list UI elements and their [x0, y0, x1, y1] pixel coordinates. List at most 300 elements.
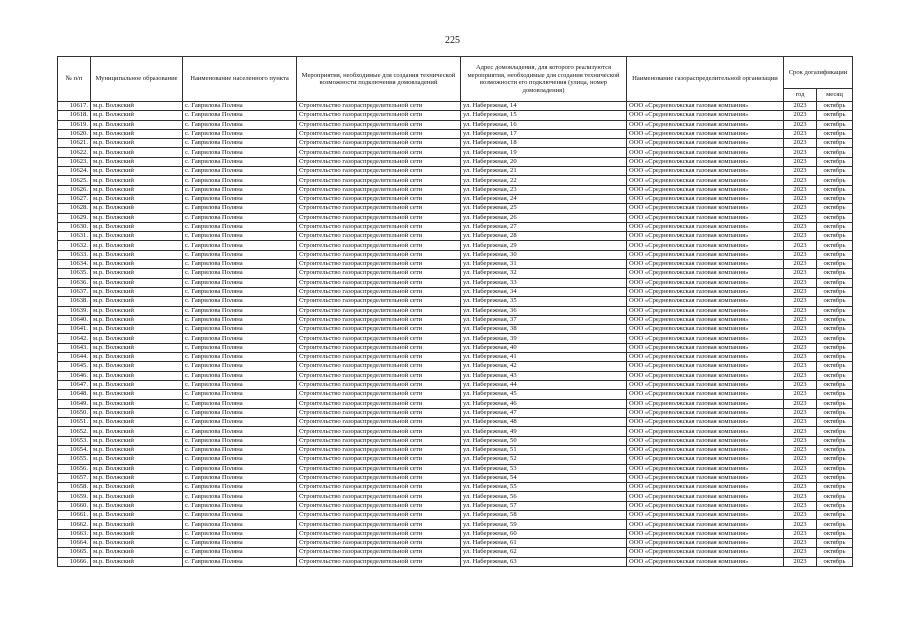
cell-num: 10630. [58, 222, 91, 231]
table-row [58, 399, 853, 408]
cell-year: 2023 [784, 511, 817, 520]
cell-address: ул. Набережная, 41 [461, 353, 627, 362]
table-row [58, 287, 853, 296]
cell-organization: ООО «Средневолжская газовая компания» [627, 241, 784, 250]
cell-year: 2023 [784, 315, 817, 324]
cell-measure: Строительство газораспределительной сети [297, 343, 461, 352]
table-row [58, 455, 853, 464]
cell-settlement: с. Гаврилова Поляна [183, 548, 297, 557]
cell-month: октябрь [817, 436, 853, 445]
cell-month: октябрь [817, 473, 853, 482]
cell-settlement: с. Гаврилова Поляна [183, 139, 297, 148]
cell-measure: Строительство газораспределительной сети [297, 213, 461, 222]
cell-num: 10628. [58, 204, 91, 213]
cell-municipality: м.р. Волжский [91, 557, 183, 566]
cell-address: ул. Набережная, 58 [461, 511, 627, 520]
table-header [58, 57, 853, 102]
cell-month: октябрь [817, 185, 853, 194]
cell-measure: Строительство газораспределительной сети [297, 399, 461, 408]
table-row [58, 325, 853, 334]
cell-settlement: с. Гаврилова Поляна [183, 380, 297, 389]
cell-organization: ООО «Средневолжская газовая компания» [627, 213, 784, 222]
cell-municipality: м.р. Волжский [91, 167, 183, 176]
cell-settlement: с. Гаврилова Поляна [183, 120, 297, 129]
cell-year: 2023 [784, 334, 817, 343]
cell-municipality: м.р. Волжский [91, 176, 183, 185]
cell-num: 10656. [58, 464, 91, 473]
cell-address: ул. Набережная, 47 [461, 408, 627, 417]
cell-settlement: с. Гаврилова Поляна [183, 353, 297, 362]
page-number: 225 [445, 35, 460, 46]
cell-address: ул. Набережная, 49 [461, 427, 627, 436]
cell-num: 10632. [58, 241, 91, 250]
cell-organization: ООО «Средневолжская газовая компания» [627, 445, 784, 454]
cell-municipality: м.р. Волжский [91, 287, 183, 296]
cell-settlement: с. Гаврилова Поляна [183, 287, 297, 296]
cell-month: октябрь [817, 362, 853, 371]
cell-municipality: м.р. Волжский [91, 278, 183, 287]
cell-measure: Строительство газораспределительной сети [297, 297, 461, 306]
cell-address: ул. Набережная, 22 [461, 176, 627, 185]
cell-municipality: м.р. Волжский [91, 232, 183, 241]
cell-measure: Строительство газораспределительной сети [297, 436, 461, 445]
cell-num: 10631. [58, 232, 91, 241]
cell-settlement: с. Гаврилова Поляна [183, 102, 297, 111]
cell-organization: ООО «Средневолжская газовая компания» [627, 102, 784, 111]
cell-year: 2023 [784, 269, 817, 278]
cell-municipality: м.р. Волжский [91, 250, 183, 259]
cell-measure: Строительство газораспределительной сети [297, 306, 461, 315]
table-row [58, 250, 853, 259]
cell-address: ул. Набережная, 28 [461, 232, 627, 241]
cell-num: 10650. [58, 408, 91, 417]
cell-settlement: с. Гаврилова Поляна [183, 157, 297, 166]
cell-num: 10648. [58, 390, 91, 399]
cell-year: 2023 [784, 445, 817, 454]
cell-measure: Строительство газораспределительной сети [297, 492, 461, 501]
cell-year: 2023 [784, 204, 817, 213]
cell-year: 2023 [784, 111, 817, 120]
cell-year: 2023 [784, 371, 817, 380]
table-row [58, 241, 853, 250]
cell-organization: ООО «Средневолжская газовая компания» [627, 380, 784, 389]
cell-num: 10622. [58, 148, 91, 157]
cell-year: 2023 [784, 157, 817, 166]
cell-month: октябрь [817, 343, 853, 352]
table-row [58, 315, 853, 324]
cell-address: ул. Набережная, 25 [461, 204, 627, 213]
cell-organization: ООО «Средневолжская газовая компания» [627, 194, 784, 203]
cell-month: октябрь [817, 176, 853, 185]
cell-measure: Строительство газораспределительной сети [297, 473, 461, 482]
cell-address: ул. Набережная, 39 [461, 334, 627, 343]
cell-num: 10653. [58, 436, 91, 445]
cell-num: 10629. [58, 213, 91, 222]
cell-month: октябрь [817, 455, 853, 464]
header-measures: Мероприятия, необходимые для создания технической возможности подключения домовладений [297, 57, 461, 102]
cell-year: 2023 [784, 408, 817, 417]
cell-settlement: с. Гаврилова Поляна [183, 483, 297, 492]
cell-month: октябрь [817, 222, 853, 231]
cell-measure: Строительство газораспределительной сети [297, 260, 461, 269]
cell-month: октябрь [817, 306, 853, 315]
table-row [58, 278, 853, 287]
cell-year: 2023 [784, 250, 817, 259]
table-row [58, 232, 853, 241]
cell-address: ул. Набережная, 61 [461, 538, 627, 547]
cell-organization: ООО «Средневолжская газовая компания» [627, 408, 784, 417]
cell-month: октябрь [817, 445, 853, 454]
cell-municipality: м.р. Волжский [91, 408, 183, 417]
table-row [58, 111, 853, 120]
cell-municipality: м.р. Волжский [91, 260, 183, 269]
cell-num: 10639. [58, 306, 91, 315]
cell-municipality: м.р. Волжский [91, 436, 183, 445]
cell-measure: Строительство газораспределительной сети [297, 427, 461, 436]
cell-settlement: с. Гаврилова Поляна [183, 343, 297, 352]
table-row [58, 529, 853, 538]
cell-year: 2023 [784, 399, 817, 408]
cell-municipality: м.р. Волжский [91, 371, 183, 380]
cell-num: 10626. [58, 185, 91, 194]
header-address: Адрес домовладения, для которого реализуются мероприятия, необходимые для создания технической возможности его подключения (улица, номер домовладения) [461, 57, 627, 102]
cell-year: 2023 [784, 278, 817, 287]
cell-month: октябрь [817, 250, 853, 259]
cell-organization: ООО «Средневолжская газовая компания» [627, 129, 784, 138]
cell-year: 2023 [784, 120, 817, 129]
cell-settlement: с. Гаврилова Поляна [183, 427, 297, 436]
cell-year: 2023 [784, 260, 817, 269]
cell-num: 10658. [58, 483, 91, 492]
cell-month: октябрь [817, 548, 853, 557]
cell-municipality: м.р. Волжский [91, 483, 183, 492]
table-body [58, 102, 853, 567]
cell-month: октябрь [817, 241, 853, 250]
cell-municipality: м.р. Волжский [91, 492, 183, 501]
cell-organization: ООО «Средневолжская газовая компания» [627, 529, 784, 538]
cell-month: октябрь [817, 111, 853, 120]
cell-year: 2023 [784, 520, 817, 529]
cell-municipality: м.р. Волжский [91, 129, 183, 138]
table-row [58, 353, 853, 362]
cell-month: октябрь [817, 483, 853, 492]
cell-organization: ООО «Средневолжская газовая компания» [627, 204, 784, 213]
cell-municipality: м.р. Волжский [91, 464, 183, 473]
cell-month: октябрь [817, 232, 853, 241]
cell-measure: Строительство газораспределительной сети [297, 111, 461, 120]
cell-organization: ООО «Средневолжская газовая компания» [627, 501, 784, 510]
cell-address: ул. Набережная, 36 [461, 306, 627, 315]
cell-num: 10643. [58, 343, 91, 352]
cell-measure: Строительство газораспределительной сети [297, 353, 461, 362]
cell-settlement: с. Гаврилова Поляна [183, 325, 297, 334]
cell-municipality: м.р. Волжский [91, 315, 183, 324]
cell-address: ул. Набережная, 26 [461, 213, 627, 222]
cell-measure: Строительство газораспределительной сети [297, 371, 461, 380]
cell-measure: Строительство газораспределительной сети [297, 157, 461, 166]
cell-month: октябрь [817, 157, 853, 166]
cell-address: ул. Набережная, 29 [461, 241, 627, 250]
cell-organization: ООО «Средневолжская газовая компания» [627, 548, 784, 557]
header-organization: Наименование газораспределительной организации [627, 57, 784, 102]
cell-organization: ООО «Средневолжская газовая компания» [627, 334, 784, 343]
cell-address: ул. Набережная, 19 [461, 148, 627, 157]
cell-settlement: с. Гаврилова Поляна [183, 455, 297, 464]
cell-num: 10649. [58, 399, 91, 408]
table-row [58, 185, 853, 194]
cell-month: октябрь [817, 269, 853, 278]
cell-address: ул. Набережная, 51 [461, 445, 627, 454]
cell-num: 10644. [58, 353, 91, 362]
cell-year: 2023 [784, 194, 817, 203]
cell-measure: Строительство газораспределительной сети [297, 269, 461, 278]
cell-settlement: с. Гаврилова Поляна [183, 241, 297, 250]
cell-municipality: м.р. Волжский [91, 343, 183, 352]
cell-settlement: с. Гаврилова Поляна [183, 529, 297, 538]
cell-num: 10634. [58, 260, 91, 269]
cell-address: ул. Набережная, 55 [461, 483, 627, 492]
cell-year: 2023 [784, 464, 817, 473]
cell-municipality: м.р. Волжский [91, 325, 183, 334]
cell-municipality: м.р. Волжский [91, 157, 183, 166]
cell-year: 2023 [784, 529, 817, 538]
cell-measure: Строительство газораспределительной сети [297, 362, 461, 371]
table-row [58, 334, 853, 343]
cell-measure: Строительство газораспределительной сети [297, 102, 461, 111]
cell-num: 10663. [58, 529, 91, 538]
cell-address: ул. Набережная, 14 [461, 102, 627, 111]
cell-address: ул. Набережная, 50 [461, 436, 627, 445]
cell-settlement: с. Гаврилова Поляна [183, 371, 297, 380]
table-row [58, 139, 853, 148]
cell-year: 2023 [784, 501, 817, 510]
cell-measure: Строительство газораспределительной сети [297, 408, 461, 417]
cell-municipality: м.р. Волжский [91, 399, 183, 408]
cell-organization: ООО «Средневолжская газовая компания» [627, 362, 784, 371]
table-row [58, 520, 853, 529]
cell-municipality: м.р. Волжский [91, 222, 183, 231]
cell-municipality: м.р. Волжский [91, 241, 183, 250]
cell-num: 10637. [58, 287, 91, 296]
cell-organization: ООО «Средневолжская газовая компания» [627, 371, 784, 380]
table-row [58, 129, 853, 138]
cell-year: 2023 [784, 427, 817, 436]
cell-settlement: с. Гаврилова Поляна [183, 557, 297, 566]
cell-month: октябрь [817, 167, 853, 176]
cell-address: ул. Набережная, 31 [461, 260, 627, 269]
cell-municipality: м.р. Волжский [91, 185, 183, 194]
cell-settlement: с. Гаврилова Поляна [183, 511, 297, 520]
cell-year: 2023 [784, 139, 817, 148]
cell-municipality: м.р. Волжский [91, 139, 183, 148]
cell-measure: Строительство газораспределительной сети [297, 325, 461, 334]
cell-municipality: м.р. Волжский [91, 380, 183, 389]
cell-measure: Строительство газораспределительной сети [297, 185, 461, 194]
cell-municipality: м.р. Волжский [91, 445, 183, 454]
cell-month: октябрь [817, 148, 853, 157]
table-row [58, 511, 853, 520]
cell-measure: Строительство газораспределительной сети [297, 529, 461, 538]
cell-year: 2023 [784, 325, 817, 334]
cell-organization: ООО «Средневолжская газовая компания» [627, 427, 784, 436]
header-settlement: Наименование населенного пункта [183, 57, 297, 102]
cell-measure: Строительство газораспределительной сети [297, 194, 461, 203]
cell-municipality: м.р. Волжский [91, 418, 183, 427]
cell-organization: ООО «Средневолжская газовая компания» [627, 232, 784, 241]
cell-month: октябрь [817, 418, 853, 427]
cell-num: 10664. [58, 538, 91, 547]
cell-num: 10620. [58, 129, 91, 138]
cell-measure: Строительство газораспределительной сети [297, 148, 461, 157]
cell-address: ул. Набережная, 20 [461, 157, 627, 166]
cell-month: октябрь [817, 427, 853, 436]
table-row [58, 557, 853, 566]
cell-settlement: с. Гаврилова Поляна [183, 399, 297, 408]
cell-settlement: с. Гаврилова Поляна [183, 111, 297, 120]
cell-num: 10642. [58, 334, 91, 343]
cell-address: ул. Набережная, 32 [461, 269, 627, 278]
cell-address: ул. Набережная, 62 [461, 548, 627, 557]
cell-num: 10660. [58, 501, 91, 510]
cell-settlement: с. Гаврилова Поляна [183, 297, 297, 306]
cell-organization: ООО «Средневолжская газовая компания» [627, 473, 784, 482]
cell-address: ул. Набережная, 44 [461, 380, 627, 389]
cell-address: ул. Набережная, 45 [461, 390, 627, 399]
cell-month: октябрь [817, 139, 853, 148]
header-month: месяц [817, 89, 853, 102]
cell-settlement: с. Гаврилова Поляна [183, 222, 297, 231]
cell-measure: Строительство газораспределительной сети [297, 334, 461, 343]
cell-month: октябрь [817, 120, 853, 129]
cell-measure: Строительство газораспределительной сети [297, 455, 461, 464]
cell-municipality: м.р. Волжский [91, 306, 183, 315]
cell-municipality: м.р. Волжский [91, 390, 183, 399]
cell-municipality: м.р. Волжский [91, 111, 183, 120]
cell-settlement: с. Гаврилова Поляна [183, 501, 297, 510]
cell-month: октябрь [817, 538, 853, 547]
cell-year: 2023 [784, 129, 817, 138]
cell-measure: Строительство газораспределительной сети [297, 176, 461, 185]
header-year: год [784, 89, 817, 102]
header-deadline: Срок догазификации [784, 57, 853, 89]
cell-organization: ООО «Средневолжская газовая компания» [627, 278, 784, 287]
table-row [58, 204, 853, 213]
cell-address: ул. Набережная, 42 [461, 362, 627, 371]
cell-measure: Строительство газораспределительной сети [297, 464, 461, 473]
cell-year: 2023 [784, 362, 817, 371]
cell-settlement: с. Гаврилова Поляна [183, 260, 297, 269]
cell-address: ул. Набережная, 37 [461, 315, 627, 324]
cell-municipality: м.р. Волжский [91, 455, 183, 464]
cell-num: 10638. [58, 297, 91, 306]
cell-address: ул. Набережная, 57 [461, 501, 627, 510]
table-row [58, 176, 853, 185]
cell-month: октябрь [817, 260, 853, 269]
table-row [58, 427, 853, 436]
cell-measure: Строительство газораспределительной сети [297, 204, 461, 213]
cell-month: октябрь [817, 511, 853, 520]
cell-municipality: м.р. Волжский [91, 501, 183, 510]
cell-year: 2023 [784, 185, 817, 194]
cell-municipality: м.р. Волжский [91, 102, 183, 111]
cell-settlement: с. Гаврилова Поляна [183, 334, 297, 343]
cell-address: ул. Набережная, 35 [461, 297, 627, 306]
cell-measure: Строительство газораспределительной сети [297, 548, 461, 557]
cell-address: ул. Набережная, 52 [461, 455, 627, 464]
table-row [58, 167, 853, 176]
cell-municipality: м.р. Волжский [91, 353, 183, 362]
cell-num: 10621. [58, 139, 91, 148]
cell-organization: ООО «Средневолжская газовая компания» [627, 520, 784, 529]
cell-organization: ООО «Средневолжская газовая компания» [627, 538, 784, 547]
cell-month: октябрь [817, 492, 853, 501]
cell-organization: ООО «Средневолжская газовая компания» [627, 250, 784, 259]
cell-organization: ООО «Средневолжская газовая компания» [627, 483, 784, 492]
cell-month: октябрь [817, 204, 853, 213]
cell-address: ул. Набережная, 60 [461, 529, 627, 538]
table-row [58, 343, 853, 352]
cell-num: 10655. [58, 455, 91, 464]
cell-address: ул. Набережная, 30 [461, 250, 627, 259]
cell-month: октябрь [817, 102, 853, 111]
cell-organization: ООО «Средневолжская газовая компания» [627, 306, 784, 315]
cell-settlement: с. Гаврилова Поляна [183, 269, 297, 278]
cell-municipality: м.р. Волжский [91, 427, 183, 436]
cell-measure: Строительство газораспределительной сети [297, 501, 461, 510]
cell-organization: ООО «Средневолжская газовая компания» [627, 455, 784, 464]
cell-address: ул. Набережная, 53 [461, 464, 627, 473]
cell-organization: ООО «Средневолжская газовая компания» [627, 511, 784, 520]
cell-year: 2023 [784, 232, 817, 241]
cell-num: 10624. [58, 167, 91, 176]
cell-year: 2023 [784, 557, 817, 566]
cell-month: октябрь [817, 287, 853, 296]
cell-measure: Строительство газораспределительной сети [297, 390, 461, 399]
cell-address: ул. Набережная, 63 [461, 557, 627, 566]
cell-settlement: с. Гаврилова Поляна [183, 250, 297, 259]
cell-year: 2023 [784, 353, 817, 362]
cell-address: ул. Набережная, 33 [461, 278, 627, 287]
table-row [58, 194, 853, 203]
cell-num: 10654. [58, 445, 91, 454]
cell-measure: Строительство газораспределительной сети [297, 287, 461, 296]
cell-measure: Строительство газораспределительной сети [297, 129, 461, 138]
cell-measure: Строительство газораспределительной сети [297, 241, 461, 250]
table-row [58, 213, 853, 222]
gasification-table [57, 56, 853, 567]
cell-month: октябрь [817, 297, 853, 306]
cell-year: 2023 [784, 483, 817, 492]
cell-settlement: с. Гаврилова Поляна [183, 520, 297, 529]
table-row [58, 408, 853, 417]
cell-organization: ООО «Средневолжская газовая компания» [627, 222, 784, 231]
cell-month: октябрь [817, 408, 853, 417]
cell-year: 2023 [784, 297, 817, 306]
cell-settlement: с. Гаврилова Поляна [183, 436, 297, 445]
table-row [58, 380, 853, 389]
cell-year: 2023 [784, 222, 817, 231]
cell-measure: Строительство газораспределительной сети [297, 222, 461, 231]
cell-organization: ООО «Средневолжская газовая компания» [627, 297, 784, 306]
cell-settlement: с. Гаврилова Поляна [183, 194, 297, 203]
cell-month: октябрь [817, 399, 853, 408]
table-row [58, 102, 853, 111]
cell-measure: Строительство газораспределительной сети [297, 139, 461, 148]
cell-settlement: с. Гаврилова Поляна [183, 185, 297, 194]
cell-settlement: с. Гаврилова Поляна [183, 538, 297, 547]
cell-organization: ООО «Средневолжская газовая компания» [627, 464, 784, 473]
cell-month: октябрь [817, 353, 853, 362]
